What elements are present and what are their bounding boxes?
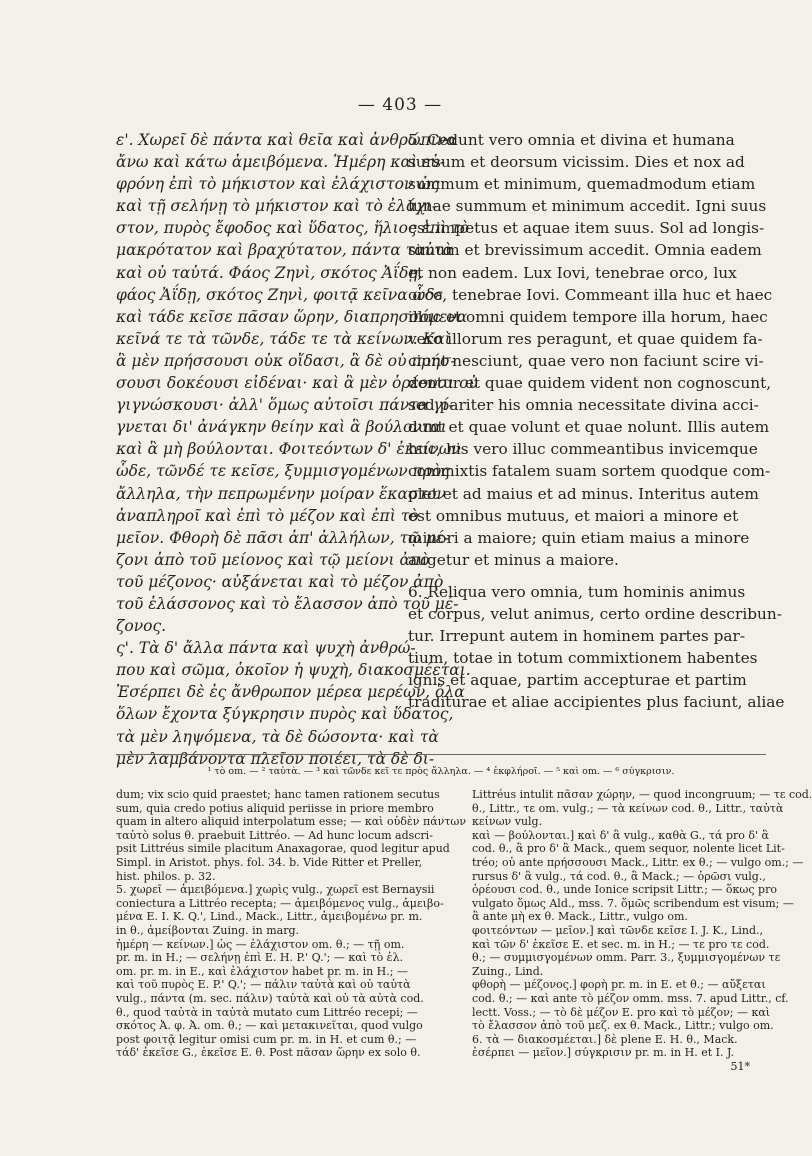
latin-line: orco, tenebrae Iovi. Commeant illa huc et haec: [408, 285, 773, 304]
latin-line: dentur et quae quidem vident non cognoscunt,: [408, 374, 772, 393]
greek-line: κεῖνά τε τὰ τῶνδε, τάδε τε τὰ κείνων. Καὶ: [116, 329, 451, 348]
apparatus-line: pr. m. in H.; — σελήνῃ ἐπὶ E. H. P.' Q.'; — καὶ τὸ ἐλ.: [116, 951, 404, 965]
apparatus-line: ὁρέουσι cod. θ., unde Ionice scripsit Littr.; — ὅκως pro: [472, 883, 777, 897]
apparatus-line: τάδ' ἐκεῖσε G., ἐκεῖσε E. θ. Post πᾶσαν ὥρην ex solo θ.: [116, 1046, 421, 1060]
apparatus-line: sum, quia credo potius aliquid periisse in priore membro: [116, 801, 434, 815]
apparatus-line: 5. χωρεῖ — ἀμειβόμενα.] χωρὶς vulg., χωρεῖ est Bernaysii: [116, 883, 435, 897]
latin-line: summum et minimum, quemadmodum etiam: [408, 175, 756, 194]
latin-line: ignis et aquae, partim accepturae et partim: [408, 671, 747, 690]
greek-line: γιγνώσκουσι· ἀλλ' ὅμως αὐτοῖσι πάντα γί-: [116, 396, 454, 415]
latin-line: plet et ad maius et ad minus. Interitus autem: [408, 484, 759, 503]
apparatus-line: θ., Littr., τε om. vulg.; — τὰ κείνων cod. θ., Littr., ταὐτὰ: [472, 801, 784, 815]
latin-line: est impetus et aquae item suus. Sol ad longis-: [408, 219, 765, 238]
apparatus-line: vulg., πάντα (m. sec. πάλιν) ταὐτὰ καὶ οὐ τὰ αὐτὰ cod.: [116, 991, 424, 1005]
apparatus-line: φθορὴ — μέζονος.] φορὴ pr. m. in E. et θ.; — αὔξεται: [472, 978, 766, 992]
greek-line: ζονι ἀπὸ τοῦ μείονος καὶ τῷ μείονι ἀπὸ: [116, 550, 430, 569]
latin-line: tium, totae in totum commixtionem habentes: [408, 649, 758, 668]
apparatus-line: θ., quod ταὐτὰ in ταὐτὰ mutato cum Littréo recepi; —: [116, 1005, 418, 1019]
apparatus-line: καὶ — βούλονται.] καὶ δ' ἃ vulg., καθὰ G., τά pro δ' ἃ: [472, 828, 769, 842]
apparatus-line: cod. θ.; — καὶ ante τὸ μέζον omm. mss. 7. apud Littr., cf.: [472, 991, 789, 1005]
apparatus-line: θ.; — συμμισγομένων omm. Parr. 3., ξυμμισγομένων τε: [472, 951, 781, 965]
greek-line: μὲν λαμβάνοντα πλεῖον ποιέει, τὰ δὲ δι-: [116, 749, 435, 768]
greek-line: καὶ τῇ σελήνῃ τὸ μήκιστον καὶ τὸ ἐλάχι-: [116, 197, 438, 216]
apparatus-left-column: [116, 788, 467, 1060]
apparatus-line: ἡμέρη — κείνων.] ὡς — ἐλάχιστον om. θ.; — τῇ om.: [116, 937, 405, 951]
latin-translation-column: [408, 129, 785, 713]
apparatus-line: ἐσέρπει — μεῖον.] σύγκρισιν pr. m. in H. et I. J.: [472, 1046, 735, 1060]
latin-line: et corpus, velut animus, certo ordine describun-: [408, 604, 782, 623]
latin-line: sed pariter his omnia necessitate divina acci-: [408, 396, 759, 415]
apparatus-line: rursus δ' ἃ vulg., τά cod. θ., ἃ Mack.; — ὁρῶσι vulg.,: [472, 869, 766, 883]
greek-line: στον, πυρὸς ἔφοδος καὶ ὕδατος, ἥλιος ἐπὶ τὸ: [116, 219, 470, 238]
latin-line: huc, his vero illuc commeantibus invicemque: [408, 440, 758, 459]
greek-line: τοῦ ἐλάσσονος καὶ τὸ ἔλασσον ἀπὸ τοῦ μέ-: [116, 594, 459, 613]
greek-line: σουσι δοκέουσι εἰδέναι· καὶ ἃ μὲν ὁρέουσι οὐ: [116, 374, 478, 393]
apparatus-line: psit Littréus simile placitum Anaxagorae, quod legitur apud: [116, 842, 450, 856]
apparatus-line: cod. θ., ἃ pro δ' ἃ Mack., quem sequor, nolente licet Lit-: [472, 842, 785, 856]
apparatus-line: Littréus intulit πᾶσαν χώρην, — quod incongruum; — τε cod.: [472, 788, 812, 801]
apparatus-line: καὶ τῶν δ' ἐκεῖσε E. et sec. m. in H.; — τε pro τε cod.: [472, 937, 770, 951]
latin-line: est omnibus mutuus, et maiori a minore et: [408, 506, 739, 525]
latin-line: augetur et minus a maiore.: [408, 550, 619, 569]
latin-line: ciunt nesciunt, quae vero non faciunt scire vi-: [408, 351, 764, 370]
greek-line: φάος Ἀΐδῃ, σκότος Ζηνὶ, φοιτᾷ κεῖνα ὧδε: [116, 285, 443, 304]
greek-line: ὧδε, τῶνδέ τε κεῖσε, ξυμμισγομένων πρὸς: [116, 462, 450, 481]
apparatus-line: hist. philos. p. 32.: [116, 869, 216, 883]
apparatus-line: quam in altero aliquid interpolatum esse; — καὶ οὐδὲν πάντων: [116, 815, 467, 829]
latin-line: traditurae et aliae accipientes plus faciunt, aliae: [408, 693, 785, 712]
greek-line: καὶ οὐ ταὐτά. Φάος Ζηνὶ, σκότος Ἀΐδῃ,: [116, 263, 423, 282]
greek-line: καὶ τάδε κεῖσε πᾶσαν ὥρην, διαπρησσόμενα: [116, 307, 468, 326]
latin-line: lunae summum et minimum accedit. Igni suus: [408, 197, 767, 216]
apparatus-line: φοιτεόντων — μεῖον.] καὶ τῶνδε κεῖσε I. J. K., Lind.,: [472, 923, 764, 937]
latin-line: minori a maiore; quin etiam maius a minore: [408, 528, 750, 547]
apparatus-line: vulgato ὅμως Ald., mss. 7. ὅμῶς scribendum est visum; —: [472, 896, 794, 910]
greek-line: τοῦ μέζονος· αὐξάνεται καὶ τὸ μέζον ἀπὸ: [116, 572, 444, 591]
greek-line: Ἐσέρπει δὲ ἐς ἄνθρωπον μέρεα μερέων, ὅλα: [116, 683, 465, 702]
apparatus-line: σκότος Ἀ. φ. Ἀ. om. θ.; — καὶ μετακινεῖται, quod vulgo: [116, 1019, 423, 1033]
apparatus-line: post φοιτᾷ legitur omisi cum pr. m. in H. et cum θ.; —: [116, 1032, 417, 1046]
latin-line: simum et brevissimum accedit. Omnia eadem: [408, 241, 762, 260]
apparatus-line: Zuing., Lind.: [472, 964, 544, 978]
greek-line: φρόνη ἐπὶ τὸ μήκιστον καὶ ἐλάχιστον ὡς: [116, 175, 440, 194]
latin-line: 5. Cedunt vero omnia et divina et humana: [408, 131, 735, 149]
greek-line: ἄλληλα, τὴν πεπρωμένην μοίραν ἕκαστον: [116, 484, 446, 503]
greek-line: ἄνω καὶ κάτω ἀμειβόμενα. Ἡμέρη καὶ εὐ-: [116, 153, 445, 172]
apparatus-line: μένα E. I. K. Q.', Lind., Mack., Littr., ἀμειβομένω pr. m.: [116, 910, 423, 924]
apparatus-line: tréo; οὐ ante πρήσσουσι Mack., Littr. ex θ.; — vulgo om.; —: [472, 855, 804, 869]
signature-mark: 51*: [730, 1059, 750, 1073]
apparatus-line: καὶ τοῦ πυρὸς E. P.' Q.'; — πάλιν ταὐτὰ καὶ οὐ ταὐτὰ: [116, 978, 411, 992]
greek-line: ἃ μὲν πρήσσουσι οὐκ οἴδασι, ἃ δὲ οὐ πρήσ-: [116, 351, 456, 370]
greek-line: ὅλων ἔχοντα ξύγκρησιν πυρὸς καὶ ὕδατος,: [116, 705, 454, 724]
apparatus-line: in θ., ἀμείβονται Zuing. in marg.: [116, 923, 300, 937]
apparatus-line: τὸ ἔλασσον ἀπὸ τοῦ μεζ. ex θ. Mack., Littr.; vulgo om.: [472, 1019, 774, 1033]
latin-line: 6. Reliqua vero omnia, tum hominis animus: [408, 582, 746, 601]
variant-readings: ¹ τὸ om. — ² ταὐτὰ. — ³ καὶ τῶνδε κεῖ τε πρὸς ἄλληλα. — ⁴ ἐκφλήροῖ. — ⁵ καὶ om. — ⁶ σύγκρισιν.: [207, 766, 675, 777]
greek-line: τὰ μὲν ληψόμενα, τὰ δὲ δώσοντα· καὶ τὰ: [116, 727, 439, 746]
greek-line: μεῖον. Φθορὴ δὲ πᾶσι ἀπ' ἀλλήλων, τῷ μέ-: [116, 528, 450, 547]
apparatus-line: coniectura a Littréo recepta; — ἀμειβόμενος vulg., ἀμειβο-: [116, 896, 444, 910]
apparatus-line: om. pr. m. in E., καὶ ἐλάχιστον habet pr. m. in H.; —: [116, 964, 408, 978]
apparatus-line: dum; vix scio quid praestet; hanc tamen rationem secutus: [116, 788, 440, 801]
greek-line: καὶ ἃ μὴ βούλονται. Φοιτεόντων δ' ἐκείνων: [116, 440, 461, 459]
latin-line: vero illorum res peragunt, et quae quidem fa-: [408, 329, 763, 348]
latin-line: commixtis fatalem suam sortem quodque com-: [408, 462, 771, 481]
latin-line: et non eadem. Lux Iovi, tenebrae orco, lux: [408, 263, 737, 282]
footnote-divider: [116, 754, 766, 755]
latin-line: tur. Irrepunt autem in hominem partes par-: [408, 627, 745, 646]
greek-line: που καὶ σῶμα, ὁκοῖον ἡ ψυχὴ, διακοσμέεται.: [116, 661, 471, 680]
apparatus-line: κείνων vulg.: [472, 815, 543, 829]
latin-line: sursum et deorsum vicissim. Dies et nox ad: [408, 153, 745, 172]
latin-line: dunt et quae volunt et quae nolunt. Illis autem: [408, 418, 770, 437]
greek-line: ς'. Τὰ δ' ἄλλα πάντα καὶ ψυχὴ ἀνθρώ-: [116, 639, 416, 658]
greek-line: ζονος.: [116, 617, 167, 636]
greek-line: ἀναπληροῖ καὶ ἐπὶ τὸ μέζον καὶ ἐπὶ τὸ: [116, 506, 419, 525]
apparatus-line: ταὐτὸ solus θ. praebuit Littréo. — Ad hunc locum adscri-: [116, 828, 433, 842]
greek-line: ε'. Χωρεῖ δὲ πάντα καὶ θεῖα καὶ ἀνθρώπινα: [116, 131, 457, 149]
apparatus-line: 6. τὰ — διακοσμέεται.] δὲ plene E. H. θ., Mack.: [472, 1032, 738, 1046]
apparatus-line: ἃ ante μὴ ex θ. Mack., Littr., vulgo om.: [472, 910, 688, 924]
page-number: — 403 —: [357, 95, 443, 115]
apparatus-line: Simpl. in Aristot. phys. fol. 34. b. Vide Ritter et Preller,: [116, 855, 423, 869]
apparatus-line: lectt. Voss.; — τὸ δὲ μέζον E. pro καὶ τὸ μέζον; — καὶ: [472, 1005, 771, 1019]
greek-line: γνεται δι' ἀνάγκην θείην καὶ ἃ βούλονται: [116, 418, 447, 437]
latin-line: illuc et omni quidem tempore illa horum, haec: [408, 307, 768, 326]
greek-line: μακρότατον καὶ βραχύτατον, πάντα ταὐτὰ: [116, 241, 454, 260]
paragraph-gap: [408, 571, 766, 581]
apparatus-right-column: [472, 788, 812, 1073]
